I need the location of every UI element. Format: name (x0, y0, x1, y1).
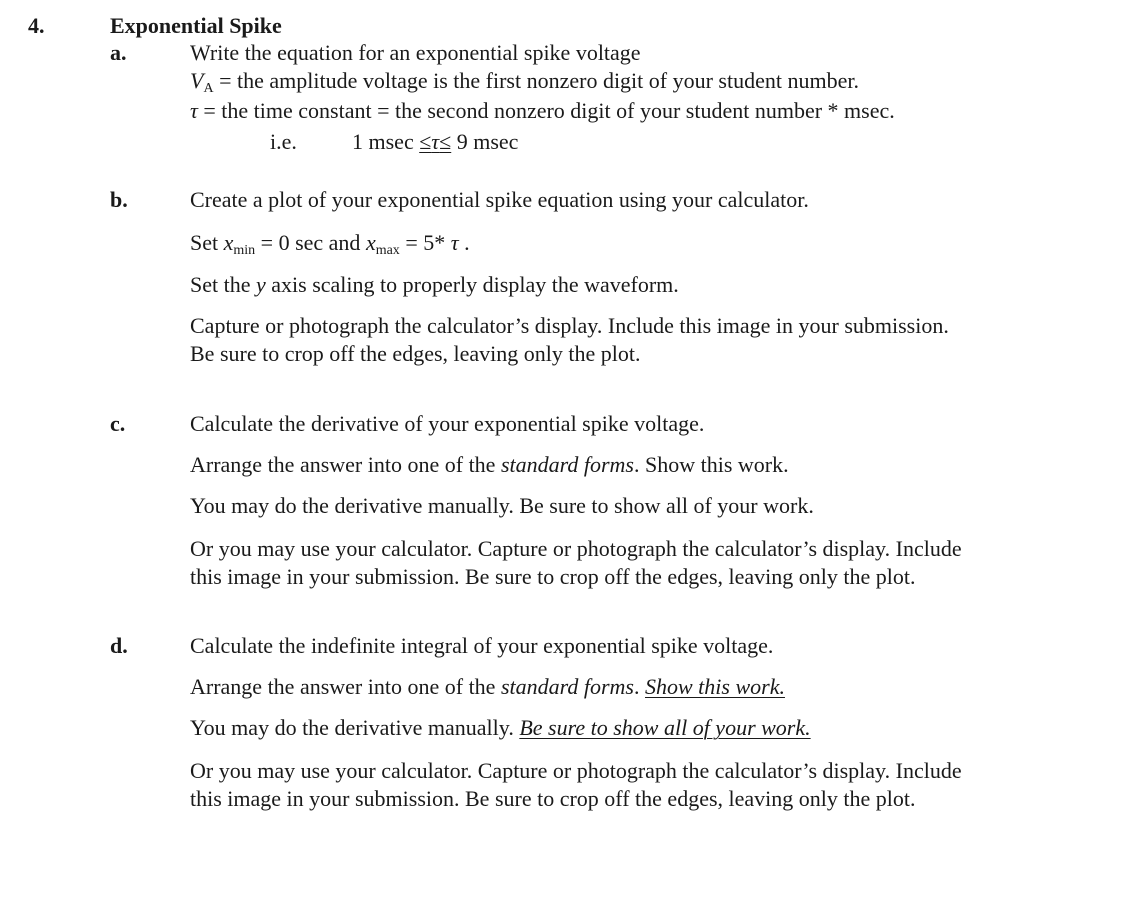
part-b-line1: Create a plot of your exponential spike equation using your calculator. (190, 187, 809, 212)
x-max-var: x (365, 230, 376, 255)
range-le-1: ≤ (419, 129, 432, 154)
part-b-xrange-line (190, 229, 470, 257)
max-subscript: max (375, 243, 400, 258)
set-prefix: Set (190, 230, 224, 255)
part-a-label: a. (110, 40, 127, 65)
part-c-label: c. (110, 411, 126, 436)
d-show-this-work: Show this work. (645, 674, 785, 699)
set-tau: τ (450, 230, 459, 255)
part-b-line4: Capture or photograph the calculator’s display. Include this image in your submission. (190, 313, 949, 338)
va-text: = the amplitude voltage is the first nonzero digit of your student number. (213, 68, 859, 93)
d-line2-pre: Arrange the answer into one of the (190, 674, 501, 699)
problem-title: Exponential Spike (110, 13, 282, 38)
part-d-line4: Or you may use your calculator. Capture or photograph the calculator’s display. Include (190, 758, 962, 783)
range-le-2: ≤ (439, 129, 452, 154)
d-line2-mid: . (634, 674, 645, 699)
part-c-line3: You may do the derivative manually. Be sure to show all of your work. (190, 493, 814, 518)
d-show-all-work: Be sure to show all of your work. (519, 715, 811, 740)
line3-post: axis scaling to properly display the waveform. (265, 272, 679, 297)
x-min-var: x (223, 230, 234, 255)
range-tau: τ (431, 129, 440, 154)
c-line2-pre: Arrange the answer into one of the (190, 452, 501, 477)
c-line2-post: . Show this work. (634, 452, 789, 477)
part-d-line2 (190, 673, 785, 701)
part-c-line4: Or you may use your calculator. Capture or photograph the calculator’s display. Include (190, 536, 962, 561)
c-standard-forms: standard forms (500, 452, 634, 477)
line3-pre: Set the (190, 272, 256, 297)
part-a-tau-line (190, 97, 895, 125)
part-c-line5: this image in your submission. Be sure to crop off the edges, leaving only the plot. (190, 564, 916, 589)
d-line3-pre: You may do the derivative manually. (190, 715, 520, 740)
part-c-line2 (190, 451, 789, 479)
part-c-line1: Calculate the derivative of your exponential spike voltage. (190, 411, 705, 436)
part-d-line1: Calculate the indefinite integral of your exponential spike voltage. (190, 633, 774, 658)
part-a-line1: Write the equation for an exponential spike voltage (190, 40, 641, 65)
part-a-va-line (190, 67, 859, 95)
part-b-line5: Be sure to crop off the edges, leaving only the plot. (190, 341, 641, 366)
range-prefix: 1 msec (352, 129, 420, 154)
tau-text: = the time constant = the second nonzero digit of your student number * msec. (197, 98, 895, 123)
part-d-label: d. (110, 633, 128, 658)
part-b-line3 (190, 271, 679, 299)
tau-range (352, 128, 518, 156)
ie-label: i.e. (270, 129, 297, 154)
set-tail: = 5* (399, 230, 451, 255)
part-d-line3 (190, 714, 811, 742)
set-mid: = 0 sec and (255, 230, 366, 255)
set-end: . (458, 230, 470, 255)
tau-symbol: τ (190, 98, 198, 123)
range-suffix: 9 msec (451, 129, 519, 154)
part-b-label: b. (110, 187, 128, 212)
part-d-line5: this image in your submission. Be sure to crop off the edges, leaving only the plot. (190, 786, 916, 811)
va-symbol: V (190, 68, 204, 93)
va-subscript: A (203, 81, 214, 96)
d-standard-forms: standard forms (500, 674, 634, 699)
min-subscript: min (233, 243, 256, 258)
y-var: y (256, 272, 266, 297)
problem-number: 4. (28, 13, 45, 38)
